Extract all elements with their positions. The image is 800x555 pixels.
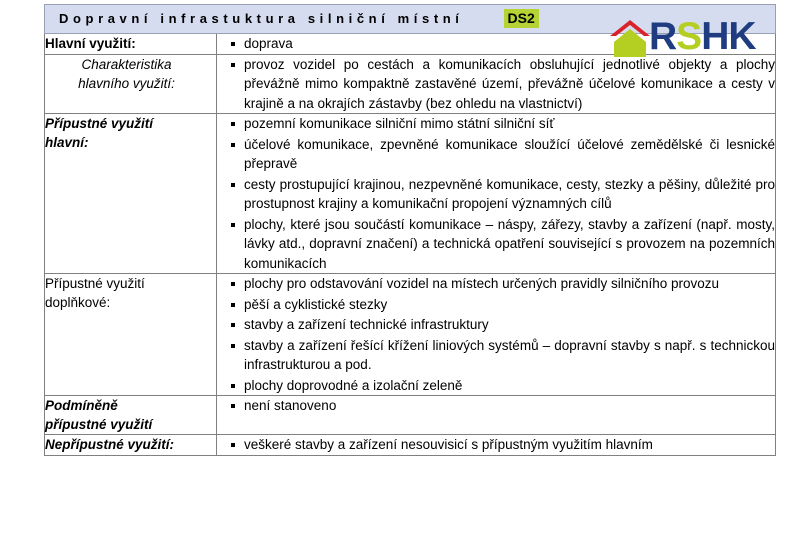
list-item — [217, 336, 775, 375]
row-label-line1: Charakteristika — [81, 56, 172, 72]
list-item-text: plochy doprovodné a izolační zeleně — [244, 377, 463, 393]
page-title: Dopravní infrastuktura silniční místní — [59, 10, 464, 26]
row-label-podminene — [45, 396, 217, 435]
list-item — [217, 315, 775, 335]
bullet-list — [217, 435, 775, 455]
row-label-nepripustne: Nepřípustné využití: — [45, 435, 217, 456]
logo-letters-hk: HK — [701, 15, 756, 58]
list-item — [217, 114, 775, 134]
bullet-list — [217, 274, 775, 395]
bullet-list — [217, 396, 775, 416]
list-item-text: účelové komunikace, zpevněné komunikace sloužící účelové zemědělské či lesnické přepravě — [244, 136, 775, 171]
row-label-hlavni-vyuziti: Hlavní využití: — [45, 34, 217, 55]
list-item — [217, 135, 775, 174]
house-icon — [608, 17, 652, 57]
row-label-pripustne-hlavni — [45, 114, 217, 274]
list-item-text: veškeré stavby a zařízení nesouvisicí s přípustným využitím hlavním — [244, 437, 653, 452]
regulation-sheet — [44, 4, 775, 456]
table-row — [45, 54, 776, 114]
list-item — [217, 295, 775, 315]
row-label-line2: hlavního využití: — [78, 75, 175, 91]
row-label-line1: Podmíněně — [45, 398, 118, 413]
status-badge: DS2 — [504, 9, 539, 28]
list-item-text: stavby a zařízení řešící křížení liniových systémů – dopravní stavby s např. s technickou infrastrukturou a pod. — [244, 337, 775, 372]
list-item-text: pěší a cyklistické stezky — [244, 296, 388, 312]
list-item — [217, 215, 775, 274]
bullet-list — [217, 55, 775, 114]
list-item — [217, 175, 775, 214]
list-item-text: doprava — [244, 36, 293, 51]
row-content-nepripustne — [217, 435, 776, 456]
list-item-text: není stanoveno — [244, 398, 337, 413]
list-item — [217, 435, 775, 455]
row-label-line1: Přípustné využití — [45, 116, 154, 131]
list-item — [217, 376, 775, 396]
row-label-line1: Přípustné využití — [45, 276, 145, 291]
list-item-text: cesty prostupující krajinou, nezpevněné komunikace, cesty, stezky a pěšiny, důležité pro prostupnost krajiny a komunikační propojení významných cílů — [244, 176, 775, 211]
row-label-line2: přípustné využití — [45, 417, 153, 432]
row-label-charakteristika — [45, 54, 217, 114]
row-content-charakteristika — [217, 54, 776, 114]
list-item-text: provoz vozidel po cestách a komunikacích obsluhující jednotlivé objekty a plochy převážně mimo kompaktně zastavěné území, převážně účelové komunikace a cesty v krajině a na okrajích zástavby (bez ohledu na vlastnictví) — [244, 56, 775, 111]
bullet-list — [217, 114, 775, 273]
rshk-logo — [608, 14, 796, 60]
table-row — [45, 274, 776, 396]
logo-letter-s: S — [676, 15, 702, 58]
list-item-text: stavby a zařízení technické infrastruktury — [244, 317, 489, 332]
list-item-text: plochy pro odstavování vozidel na místech určených pravidly silničního provozu — [244, 276, 719, 291]
table-row — [45, 114, 776, 274]
row-content-pripustne-hlavni — [217, 114, 776, 274]
list-item-text: plochy, které jsou součástí komunikace – náspy, zářezy, stavby a zařízení (např. mosty, lávky atd., dopravní značení) a technická opatření související s provozem na pozemních komunikacích — [244, 216, 775, 271]
logo-wordmark — [649, 17, 756, 57]
row-label-line2: doplňkové: — [45, 295, 111, 310]
list-item — [217, 55, 775, 114]
table-row — [45, 396, 776, 435]
row-label-pripustne-doplnkove — [45, 274, 217, 396]
logo-letter-r: R — [649, 15, 677, 58]
row-label-line2: hlavní: — [45, 135, 89, 150]
row-content-podminene — [217, 396, 776, 435]
list-item — [217, 396, 775, 416]
row-content-pripustne-doplnkove — [217, 274, 776, 396]
list-item — [217, 274, 775, 294]
list-item-text: pozemní komunikace silniční mimo státní silniční síť — [244, 116, 555, 131]
regulation-table — [44, 4, 776, 456]
table-row — [45, 435, 776, 456]
